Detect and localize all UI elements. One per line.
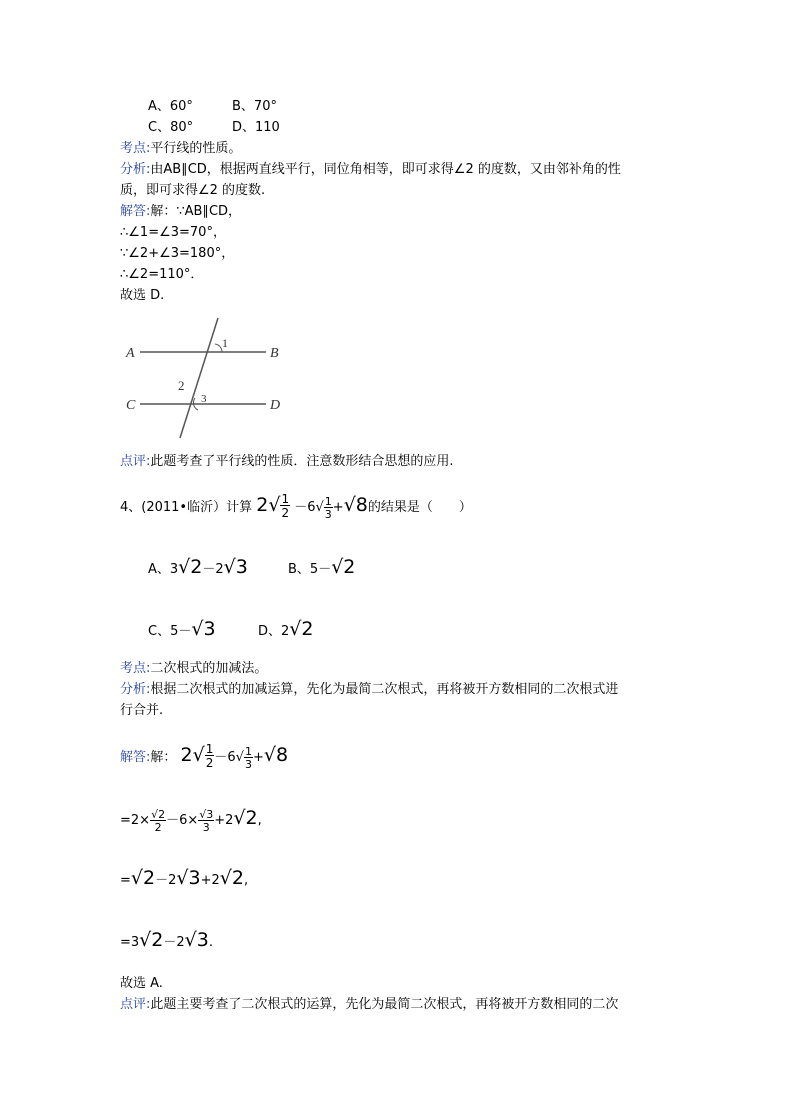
option-d: D、110 <box>232 120 280 135</box>
dianping-text-q4: 此题主要考查了二次根式的运算，先化为最简二次根式，再将被开方数相同的二次 <box>150 997 619 1012</box>
option-c-q4: C、5－√3 <box>148 618 216 640</box>
fenxi-label-q4: 分析: <box>120 682 151 697</box>
fenxi-row <box>120 161 621 179</box>
option-c: C、80° <box>148 120 194 135</box>
fenxi-text: 由AB∥CD，根据两直线平行，同位角相等，即可求得∠2 的度数，又由邻补角的性 <box>150 162 621 177</box>
dianping-row <box>120 453 454 471</box>
solution-step-1-q4: =2× $\frac{√2}{2}$ －6× $\frac{√3}{3}$ +2√2, <box>120 807 262 834</box>
kaodian-label-q4: 考点: <box>120 661 151 676</box>
fenxi-row-q4 <box>120 681 618 699</box>
question-number: 4、(2011•临沂）计算 <box>120 500 253 515</box>
transversal <box>180 318 218 438</box>
jieda-row <box>120 203 241 221</box>
fenxi-text-cont: 质，即可求得∠2 的度数. <box>120 183 266 198</box>
parallel-lines-figure <box>118 312 298 442</box>
fenxi-text-q4: 根据二次根式的加减运算，先化为最简二次根式，再将被开方数相同的二次根式进 <box>150 682 619 697</box>
kaodian-row-q4 <box>120 660 267 678</box>
solution-step-3: ∴∠2=110°． <box>120 267 204 282</box>
dianping-text: 此题考查了平行线的性质．注意数形结合思想的应用. <box>150 454 454 469</box>
option-b-q4: B、5－√2 <box>288 556 356 578</box>
dianping-label: 点评: <box>120 454 151 469</box>
solution-step-3-q4: =3√2－2√3. <box>120 929 213 951</box>
option-a-prefix: A、3 <box>148 562 179 577</box>
solution-step-2-q4: =√2－2√3+2√2, <box>120 867 249 889</box>
label-d: D <box>270 398 281 413</box>
kaodian-label: 考点: <box>120 141 151 156</box>
fenxi-text-q4-cont: 行合并. <box>120 703 164 718</box>
option-a-q4: A、3√2－2√3 <box>148 556 248 578</box>
label-angle-3: 3 <box>201 393 207 405</box>
kaodian-text-q4: 二次根式的加减法。 <box>150 661 268 676</box>
label-angle-2: 2 <box>178 378 185 393</box>
jieda-text-q4: 解： <box>150 750 177 765</box>
label-a: A <box>126 346 135 361</box>
answer-choice: 故选 D. <box>120 288 165 303</box>
question-4-stem <box>120 490 472 523</box>
jieda-label: 解答: <box>120 204 151 219</box>
option-a: A、60° <box>148 99 193 114</box>
solution-step-2: ∵∠2+∠3=180°， <box>120 246 235 261</box>
jieda-text: 解：∵AB∥CD， <box>150 204 242 219</box>
label-angle-1: 1 <box>222 336 228 350</box>
fenxi-label: 分析: <box>120 162 151 177</box>
minus-6: －6√ $\frac{1}{3}$ +√8 <box>294 494 368 521</box>
jieda-row-q4: 解答:解： 2√ $\frac{1}{2}$ －6√ $\frac{1}{3}$ +√8 <box>120 741 289 771</box>
answer-choice-q4: 故选 A. <box>120 976 163 991</box>
option-b: B、70° <box>232 99 277 114</box>
dianping-row-q4 <box>120 996 618 1014</box>
option-d-q4: D、2√2 <box>258 618 314 640</box>
jieda-label-q4: 解答: <box>120 750 151 765</box>
option-b-prefix: B、5－ <box>288 562 332 577</box>
question-tail: 的结果是（ ） <box>367 500 472 515</box>
angle-1-arc <box>215 344 222 352</box>
expression: 2√ $\frac{1}{2}$ <box>256 491 290 520</box>
kaodian-row <box>120 140 241 158</box>
option-c-prefix: C、5－ <box>148 624 192 639</box>
solution-step-1: ∴∠1=∠3=70°， <box>120 225 226 240</box>
label-b: B <box>270 346 279 361</box>
dianping-label-q4: 点评: <box>120 997 151 1012</box>
label-c: C <box>126 398 136 413</box>
option-d-prefix: D、2 <box>258 624 290 639</box>
kaodian-text: 平行线的性质。 <box>150 141 242 156</box>
